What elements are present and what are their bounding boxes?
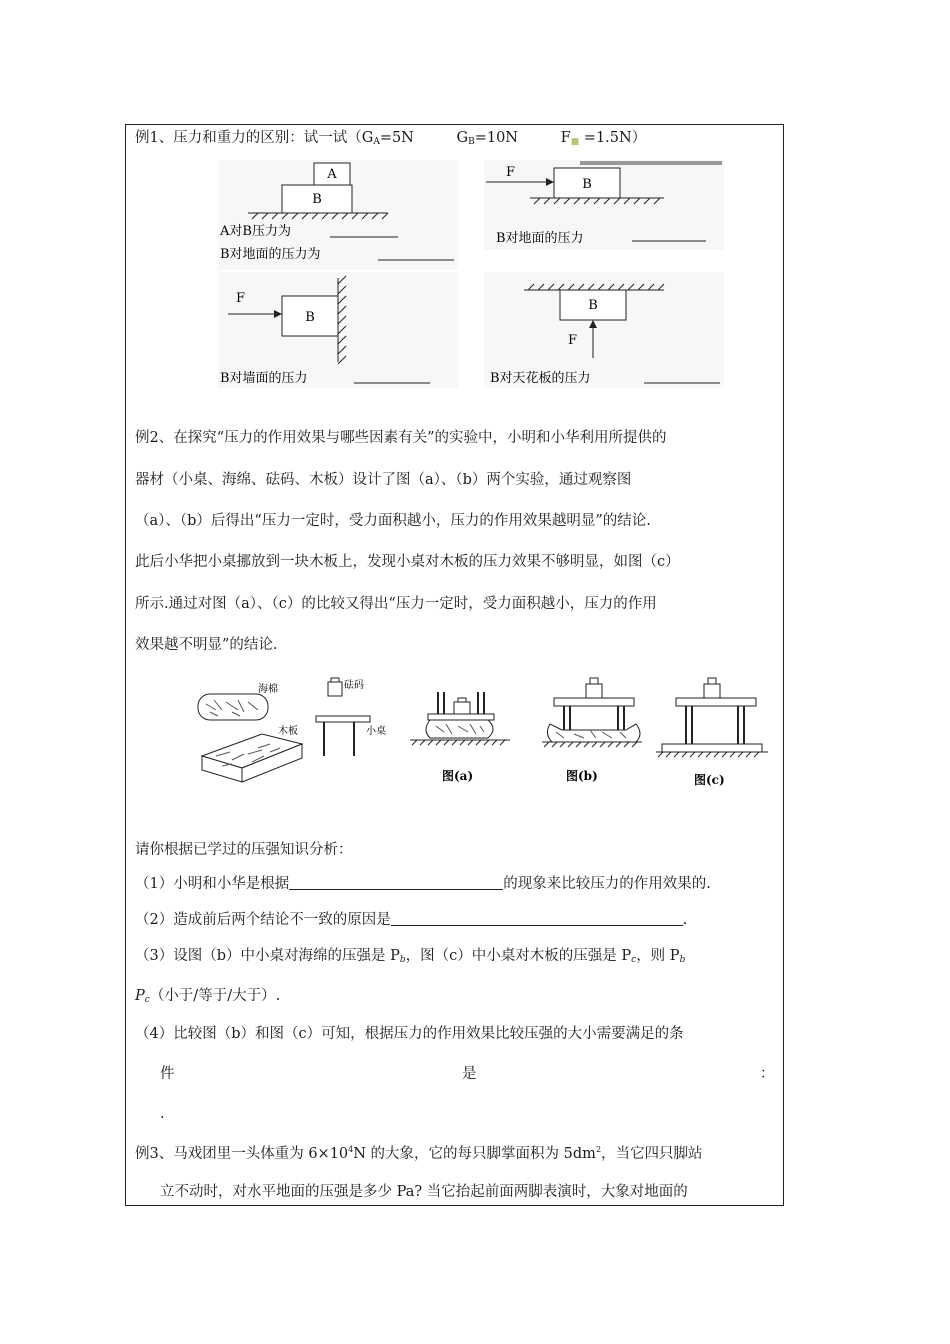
label-f: F [236,291,246,306]
example1-title: 例1、压力和重力的区别：试一试（$G_A=5N$ $G_B=10N$ $F_■ =1.5N$） [135,130,647,147]
answer-blank-1[interactable] [289,875,503,890]
analysis-intro: 请你根据已学过的压强知识分析： [135,842,353,858]
figure-wall-force [218,272,458,388]
label-figure-c: 图(c) [694,773,725,787]
question-3-line1: （3）设图（b）中小桌对海绵的压强是 $P_b$，图（c）中小桌对木板的压强是 $P_c$，则 $P_b$ [135,948,686,965]
figure-a [408,688,512,788]
question-b-on-wall: B对墙面的压力 [220,371,308,386]
label-board: 木板 [278,726,298,737]
example2-line5: 所示.通过对图（a）、（c）的比较又得出“压力一定时，受力面积越小，压力的作用 [135,596,657,612]
question-b-on-ceiling: B对天花板的压力 [490,371,591,386]
example2-line1: 例2、在探究“压力的作用效果与哪些因素有关”的实验中，小明和小华利用所提供的 [135,430,667,446]
label-a: A [327,167,337,182]
example2-line2: 器材（小桌、海绵、砝码、木板）设计了图（a）、（b）两个实验，通过观察图 [135,472,632,488]
label-b: B [588,298,598,313]
label-figure-a: 图(a) [442,769,474,783]
question-4-dot: . [160,1106,165,1122]
question-1: （1）小明和小华是根据 的现象来比较压力的作用效果的. [135,876,711,892]
figure-horizontal-force [484,160,724,250]
label-b: B [312,192,322,207]
example2-line3: （a）、（b）后得出“压力一定时，受力面积越小，压力的作用效果越明显”的结论. [135,513,651,529]
label-b: B [582,177,592,192]
question-b-on-ground-2: B对地面的压力 [496,231,584,246]
question-4-jian: 件 [160,1066,175,1082]
question-4-colon: ： [760,1066,775,1082]
label-f: F [568,333,578,348]
question-3-line2: $P_c$（小于/等于/大于）. [135,988,281,1005]
figure-ceiling-force [484,272,724,388]
figure-c [656,672,770,788]
question-a-on-b: A对B压力为 [220,224,291,239]
figure-b [540,672,644,788]
label-table: 小桌 [366,726,386,737]
label-weight: 砝码 [344,680,364,691]
label-figure-b: 图(b) [566,769,598,783]
question-4-line1: （4）比较图（b）和图（c）可知，根据压力的作用效果比较压强的大小需要满足的条 [135,1026,684,1042]
example2-line4: 此后小华把小桌挪放到一块木板上，发现小桌对木板的压力效果不够明显，如图（c） [135,554,680,570]
label-sponge: 海棉 [258,684,278,695]
label-b: B [305,310,315,325]
question-4-shi: 是 [462,1066,477,1082]
figure-stacked-blocks [218,160,458,270]
question-2: （2）造成前后两个结论不一致的原因是 . [135,912,688,928]
label-f: F [506,165,516,180]
answer-blank-2[interactable] [391,911,683,926]
example2-line6: 效果越不明显”的结论. [135,637,278,653]
example3-line1: 例3、马戏团里一头体重为 $6\times 10^4N$ 的大象，它的每只脚掌面积为 $5dm^2$，当它四只脚站 [135,1145,703,1162]
example3-line2: 立不动时，对水平地面的压强是多少 Pa? 当它抬起前面两脚表演时，大象对地面的 [160,1184,688,1200]
question-b-on-ground: B对地面的压力为 [220,247,321,262]
figure-materials [192,676,402,786]
